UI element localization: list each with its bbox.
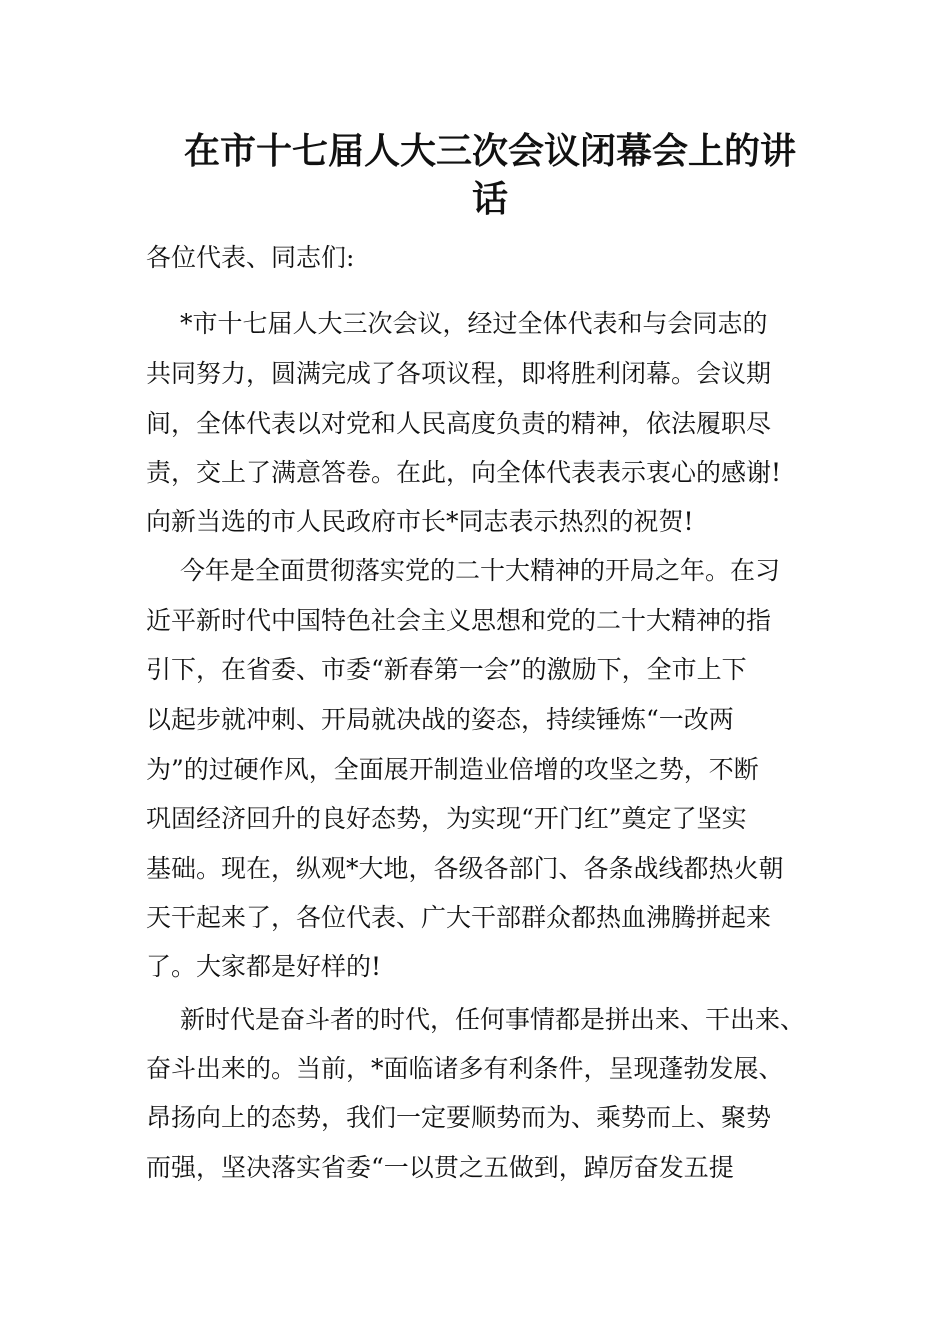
paragraph-line: 天干起来了，各位代表、广大干部群众都热血沸腾拼起来	[146, 903, 772, 932]
paragraph-line: 共同努力，圆满完成了各项议程，即将胜利闭幕。会议期	[146, 359, 772, 388]
document-title-line-1: 在市十七届人大三次会议闭幕会上的讲	[183, 130, 796, 172]
paragraph-line: 昂扬向上的态势，我们一定要顺势而为、乘势而上、聚势	[146, 1103, 772, 1132]
paragraph-line: *市十七届人大三次会议，经过全体代表和与会同志的	[180, 309, 768, 338]
paragraph-line: 责，交上了满意答卷。在此，向全体代表表示衷心的感谢!	[146, 458, 782, 487]
salutation: 各位代表、同志们:	[146, 243, 355, 272]
paragraph-line: 巩固经济回升的良好态势，为实现“开门红”奠定了坚实	[146, 804, 747, 833]
paragraph-line: 奋斗出来的。当前，*面临诸多有利条件，呈现蓬勃发展、	[146, 1054, 784, 1083]
document-title-line-2: 话	[471, 178, 508, 220]
paragraph-line: 间，全体代表以对党和人民高度负责的精神，依法履职尽	[146, 409, 772, 438]
paragraph-line: 引下，在省委、市委“新春第一会”的激励下，全市上下	[146, 655, 747, 684]
paragraph-line: 基础。现在，纵观*大地，各级各部门、各条战线都热火朝	[146, 854, 784, 883]
paragraph-line: 为”的过硬作风，全面展开制造业倍增的攻坚之势，不断	[146, 755, 759, 784]
paragraph-line: 以起步就冲刺、开局就决战的姿态，持续锤炼“一改两	[146, 705, 734, 734]
paragraph-line: 今年是全面贯彻落实党的二十大精神的开局之年。在习	[180, 556, 781, 585]
paragraph-line: 而强，坚决落实省委“一以贯之五做到，踔厉奋发五提	[146, 1153, 734, 1182]
paragraph-line: 向新当选的市人民政府市长*同志表示热烈的祝贺!	[146, 507, 694, 536]
paragraph-line: 新时代是奋斗者的时代，任何事情都是拼出来、干出来、	[180, 1005, 806, 1034]
paragraph-line: 了。大家都是好样的!	[146, 952, 382, 981]
paragraph-line: 近平新时代中国特色社会主义思想和党的二十大精神的指	[146, 606, 772, 635]
